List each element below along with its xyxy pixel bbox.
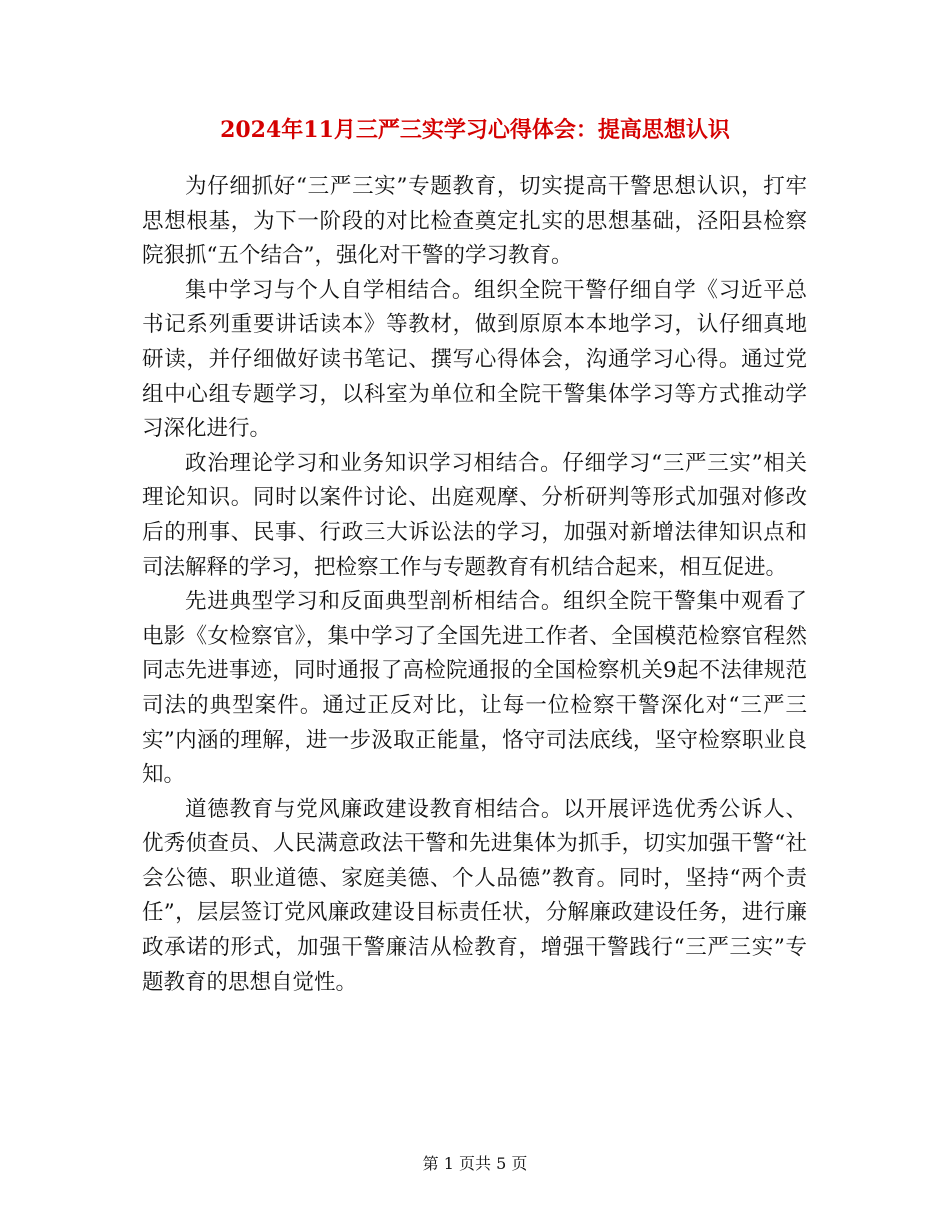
- paragraph-model-combination: 先进典型学习和反面典型剖析相结合。组织全院干警集中观看了电影《女检察官》，集中学习了全国先进工作者、全国模范检察官程然同志先进事迹，同时通报了高检院通报的全国检察机关9起不法律规范司法的典型案件。通过正反对比，让每一位检察干警深化对“三严三实”内涵的理解，进一步汲取正能量，恪守司法底线，坚守检察职业良知。: [142, 589, 807, 788]
- paragraph-study-combination: 集中学习与个人自学相结合。组织全院干警仔细自学《习近平总书记系列重要讲话读本》等教材，做到原原本本地学习，认仔细真地研读，并仔细做好读书笔记、撰写心得体会，沟通学习心得。通过党组中心组专题学习，以科室为单位和全院干警集体学习等方式推动学习深化进行。: [142, 277, 807, 442]
- paragraph-theory-combination: 政治理论学习和业务知识学习相结合。仔细学习“三严三实”相关理论知识。同时以案件讨论、出庭观摩、分析研判等形式加强对修改后的刑事、民事、行政三大诉讼法的学习，加强对新增法律知识点和司法解释的学习，把检察工作与专题教育有机结合起来，相互促进。: [142, 450, 807, 580]
- paragraph-intro: 为仔细抓好“三严三实”专题教育，切实提高干警思想认识，打牢思想根基，为下一阶段的对比检查奠定扎实的思想基础，泾阳县检察院狠抓“五个结合”，强化对干警的学习教育。: [142, 174, 807, 269]
- paragraph-ethics-combination: 道德教育与党风廉政建设教育相结合。以开展评选优秀公诉人、优秀侦查员、人民满意政法干警和先进集体为抓手，切实加强干警“社会公德、职业道德、家庭美德、个人品德”教育。同时，坚持“两个责任”，层层签订党风廉政建设目标责任状，分解廉政建设任务，进行廉政承诺的形式，加强干警廉洁从检教育，增强干警践行“三严三实”专题教育的思想自觉性。: [142, 796, 807, 995]
- document-title: 2024年11月三严三实学习心得体会：提高思想认识: [220, 117, 730, 143]
- page-number: 第 1 页共 5 页: [422, 1154, 528, 1173]
- document-body: [142, 170, 807, 1000]
